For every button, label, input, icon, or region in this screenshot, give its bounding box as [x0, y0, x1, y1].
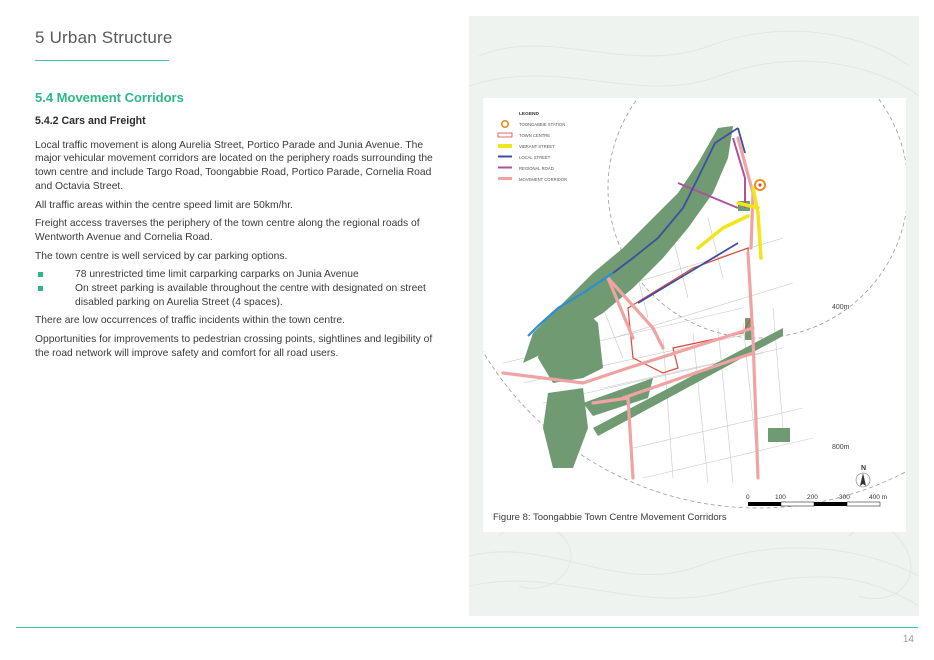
legend-label: REGIONAL ROAD	[519, 166, 554, 171]
legend-label: VIBRANT STREET	[519, 144, 555, 149]
legend-title: LEGEND	[519, 112, 539, 117]
bullet-item	[35, 282, 445, 309]
bullet-text: 78 unrestricted time limit carparking carparks on Junia Avenue	[75, 269, 359, 281]
paragraph: There are low occurrences of traffic incidents within the town centre.	[35, 315, 346, 327]
movement-corridors-map	[483, 98, 906, 532]
ring-label-400m: 400m	[832, 304, 850, 311]
scale-bar	[748, 502, 880, 506]
north-label: N	[861, 465, 867, 472]
body-text-column	[35, 115, 445, 366]
chapter-title: 5 Urban Structure	[35, 28, 173, 47]
bullet-item	[35, 268, 445, 282]
legend-swatch-vibrant-street	[498, 144, 512, 148]
figure-card	[483, 98, 906, 532]
bullet-marker	[38, 272, 43, 277]
legend-label: MOVEMENT CORRIDOR	[519, 177, 568, 182]
scale-label: 400 m	[869, 494, 888, 501]
legend-label: TOONGABBIE STATION	[519, 122, 566, 127]
legend-label: LOCAL STREET	[519, 155, 551, 160]
bullet-list	[35, 268, 445, 309]
legend-swatch-regional-road	[498, 167, 512, 169]
legend-swatch-movement-corridor	[498, 177, 512, 180]
footer-divider	[16, 627, 918, 628]
scale-label: 200	[807, 494, 818, 501]
scale-label: 0	[746, 494, 750, 501]
paragraph: All traffic areas within the centre speed limit are 50km/hr.	[35, 199, 293, 211]
legend-label: TOWN CENTRE	[519, 133, 551, 138]
paragraph: The town centre is well serviced by car parking options.	[35, 250, 288, 262]
legend-swatch-local-street	[498, 156, 512, 158]
paragraph: Opportunities for improvements to pedestrian crossing points, sightlines and legibility of the road network will improve safety and comfort for all road users.	[35, 334, 433, 359]
bullet-marker	[38, 286, 43, 291]
subheading: 5.4.2 Cars and Freight	[35, 115, 146, 127]
legend-swatch-town-centre	[498, 133, 512, 137]
figure-caption: Figure 8: Toongabbie Town Centre Movement Corridors	[493, 512, 727, 523]
page-number: 14	[902, 634, 914, 645]
scale-label: 100	[775, 494, 786, 501]
paragraph: Freight access traverses the periphery of the town centre along the regional roads of Wentworth Avenue and Cornelia Road.	[35, 218, 420, 243]
chapter-divider	[35, 60, 169, 61]
scale-label: 300	[839, 494, 850, 501]
paragraph: Local traffic movement is along Aurelia Street, Portico Parade and Junia Avenue. The major vehicular movement corridors are located on the periphery roads surrounding the town centre and include Targo Road, Toongabbie Road, Portico Parade, Cornelia Road and Octavia Street.	[35, 139, 433, 192]
section-title: 5.4 Movement Corridors	[35, 90, 184, 105]
north-arrow-icon	[856, 473, 870, 487]
legend-swatch-station	[502, 121, 508, 127]
bullet-text: On street parking is available throughout the centre with designated on street disabled parking on Aurelia Street (4 spaces).	[75, 283, 426, 308]
ring-label-800m: 800m	[832, 444, 850, 451]
